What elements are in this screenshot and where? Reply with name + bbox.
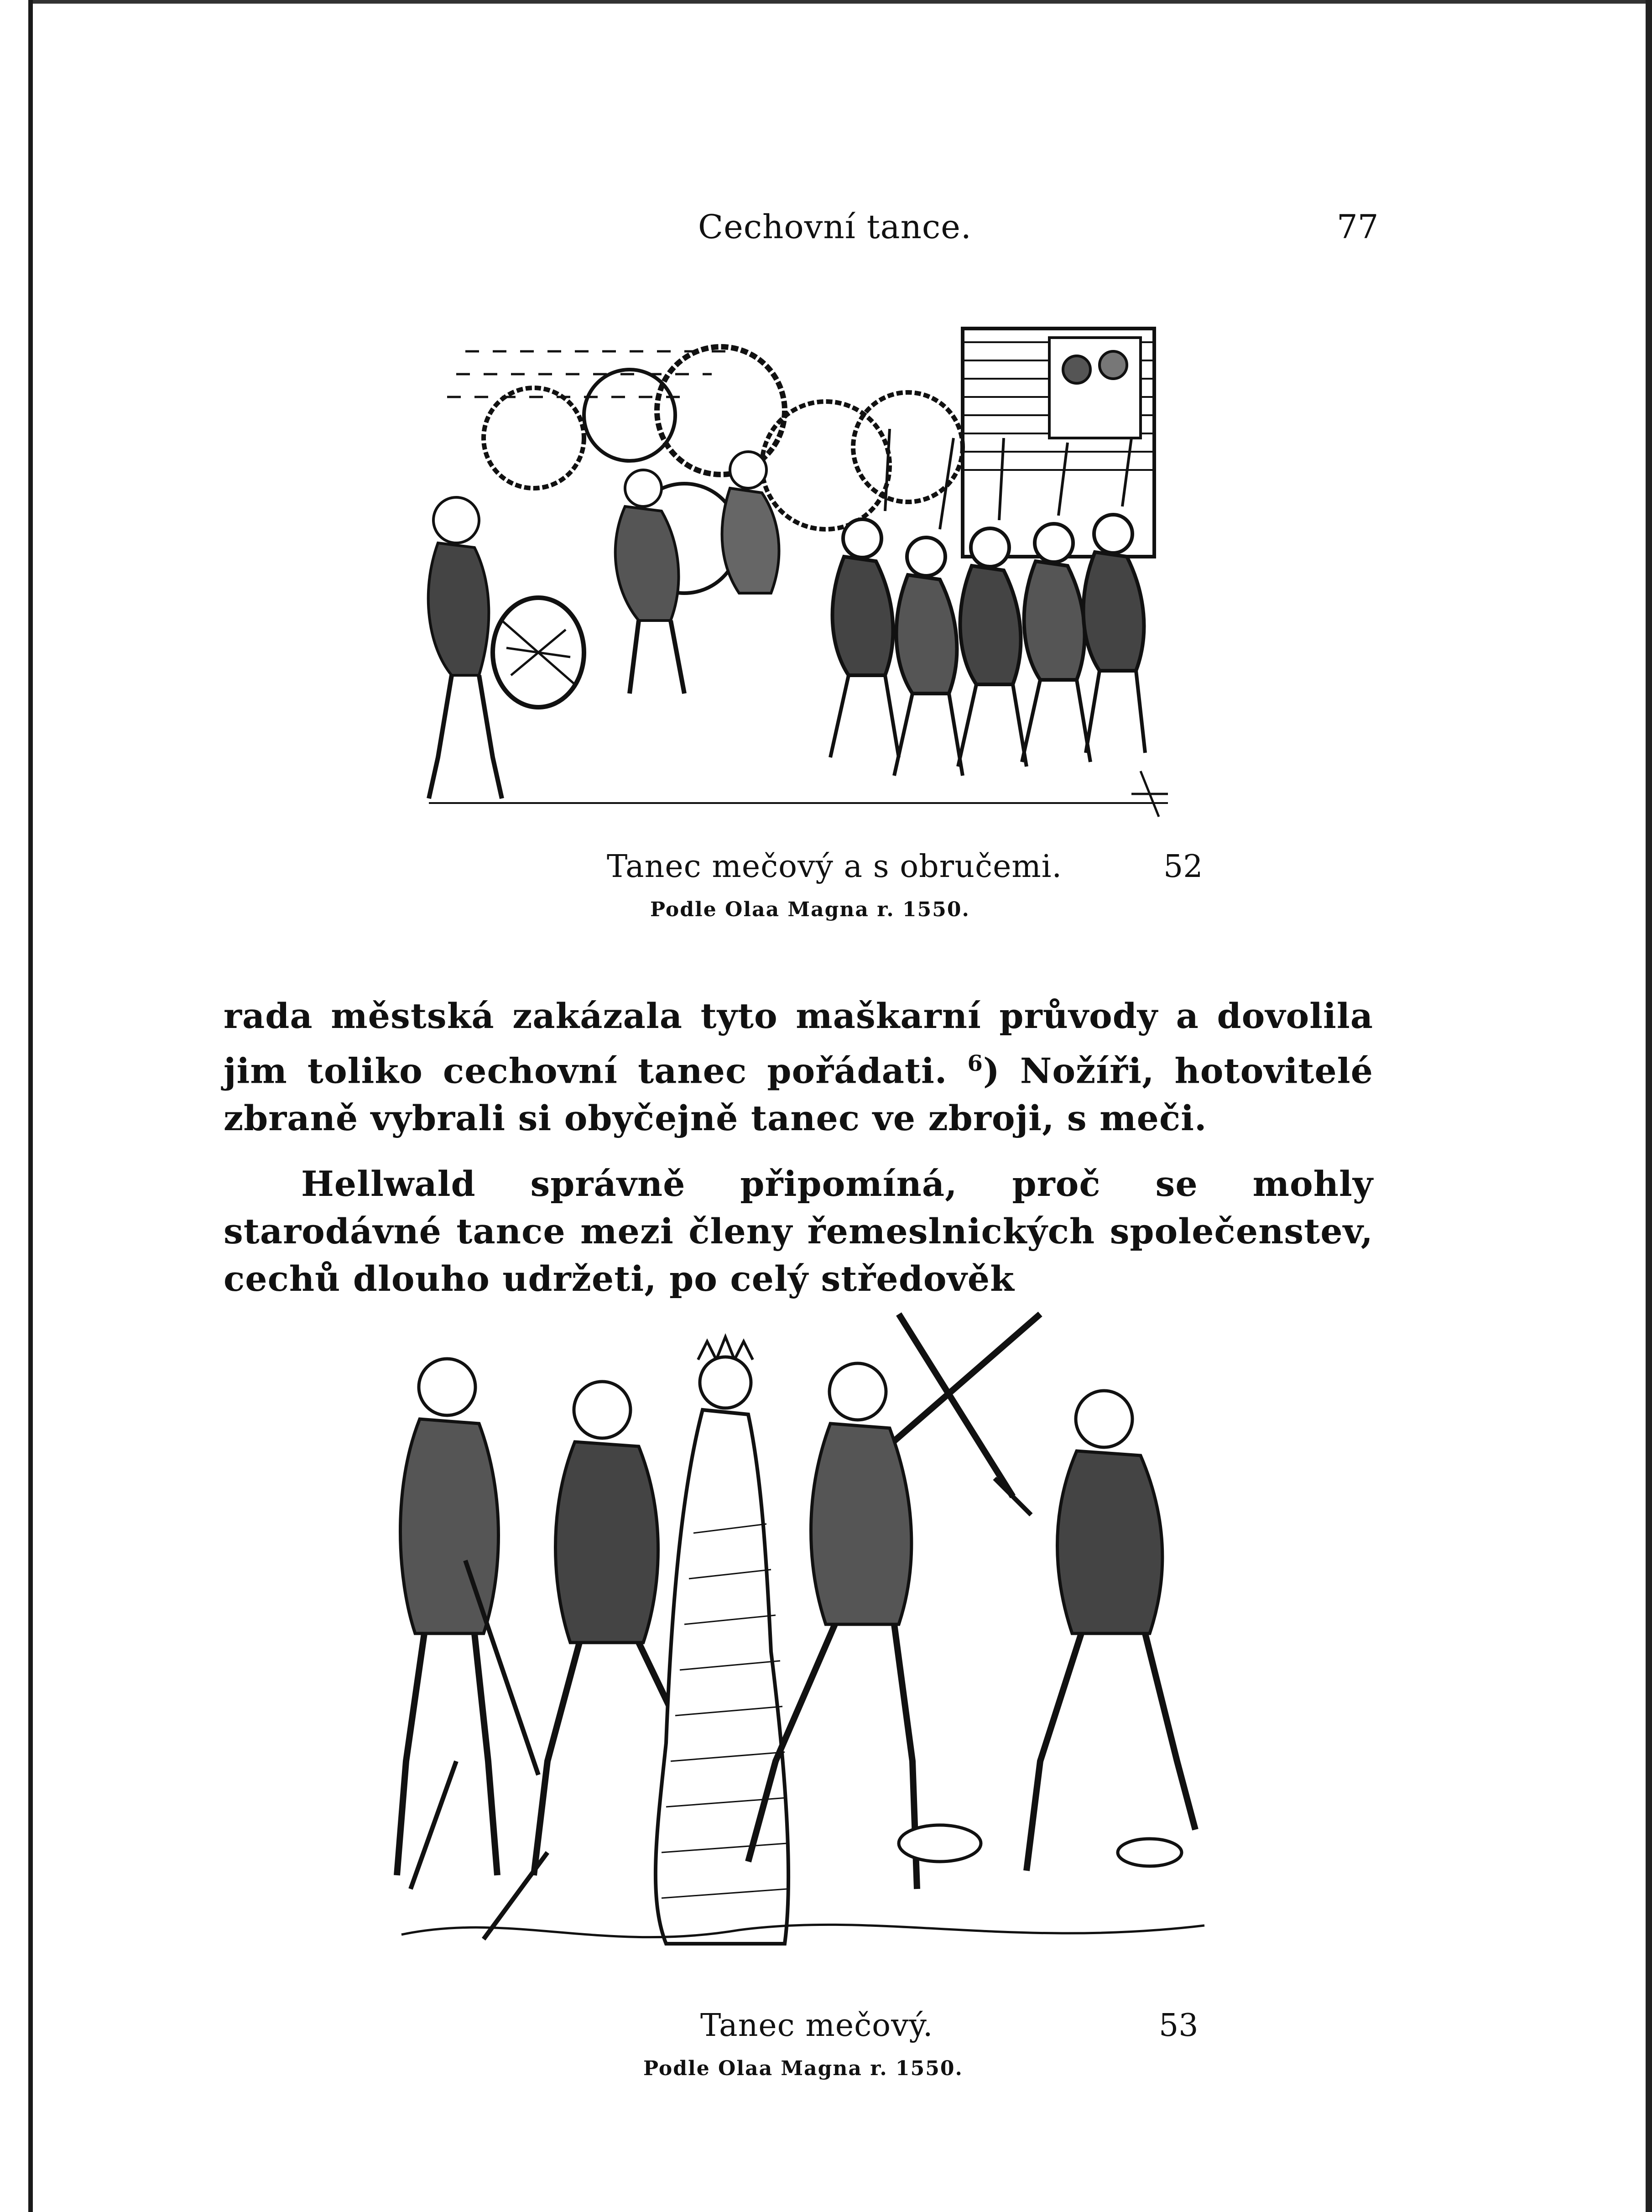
footnote-reference: 6 — [967, 1051, 983, 1076]
paragraph-2: Hellwald správně připomíná, proč se mohly starodávné tance mezi členy řemeslnických společenstev, cechů dlouho udržeti, po celý středověk — [224, 1163, 1373, 1299]
paragraph-1-text: rada městská zakázala tyto maškarní průvody a dovolila jim toliko cechovní tanec pořádati. — [224, 996, 1373, 1091]
figure-sword-dance — [374, 1305, 1223, 2008]
paragraph-1-continuation: ) Nožíři, hotovitelé zbraně vybrali si obyčejně tanec ve zbroji, s meči. — [224, 1050, 1373, 1139]
figure-caption-52: Tanec mečový a s obručemi. — [607, 849, 1063, 885]
figure-source-53: Podle Olaa Magna r. 1550. — [643, 2057, 963, 2080]
figure-caption-53: Tanec mečový. — [700, 2008, 933, 2044]
figure-source-52: Podle Olaa Magna r. 1550. — [650, 898, 970, 921]
figure-sword-and-hoop-dance — [392, 301, 1195, 826]
page-number: 77 — [1337, 208, 1379, 246]
paragraph-1 — [224, 992, 1373, 1142]
figure-number-52: 52 — [1163, 849, 1203, 885]
page-edge-left — [28, 0, 33, 2212]
woodcut-illustration-52 — [392, 301, 1195, 826]
page-edge-right — [1646, 0, 1652, 2212]
body-text — [224, 992, 1373, 1303]
woodcut-illustration-53 — [374, 1305, 1223, 2008]
page-edge-top — [28, 0, 1652, 4]
figure-number-53: 53 — [1159, 2008, 1199, 2044]
running-head: Cechovní tance. — [698, 208, 972, 246]
